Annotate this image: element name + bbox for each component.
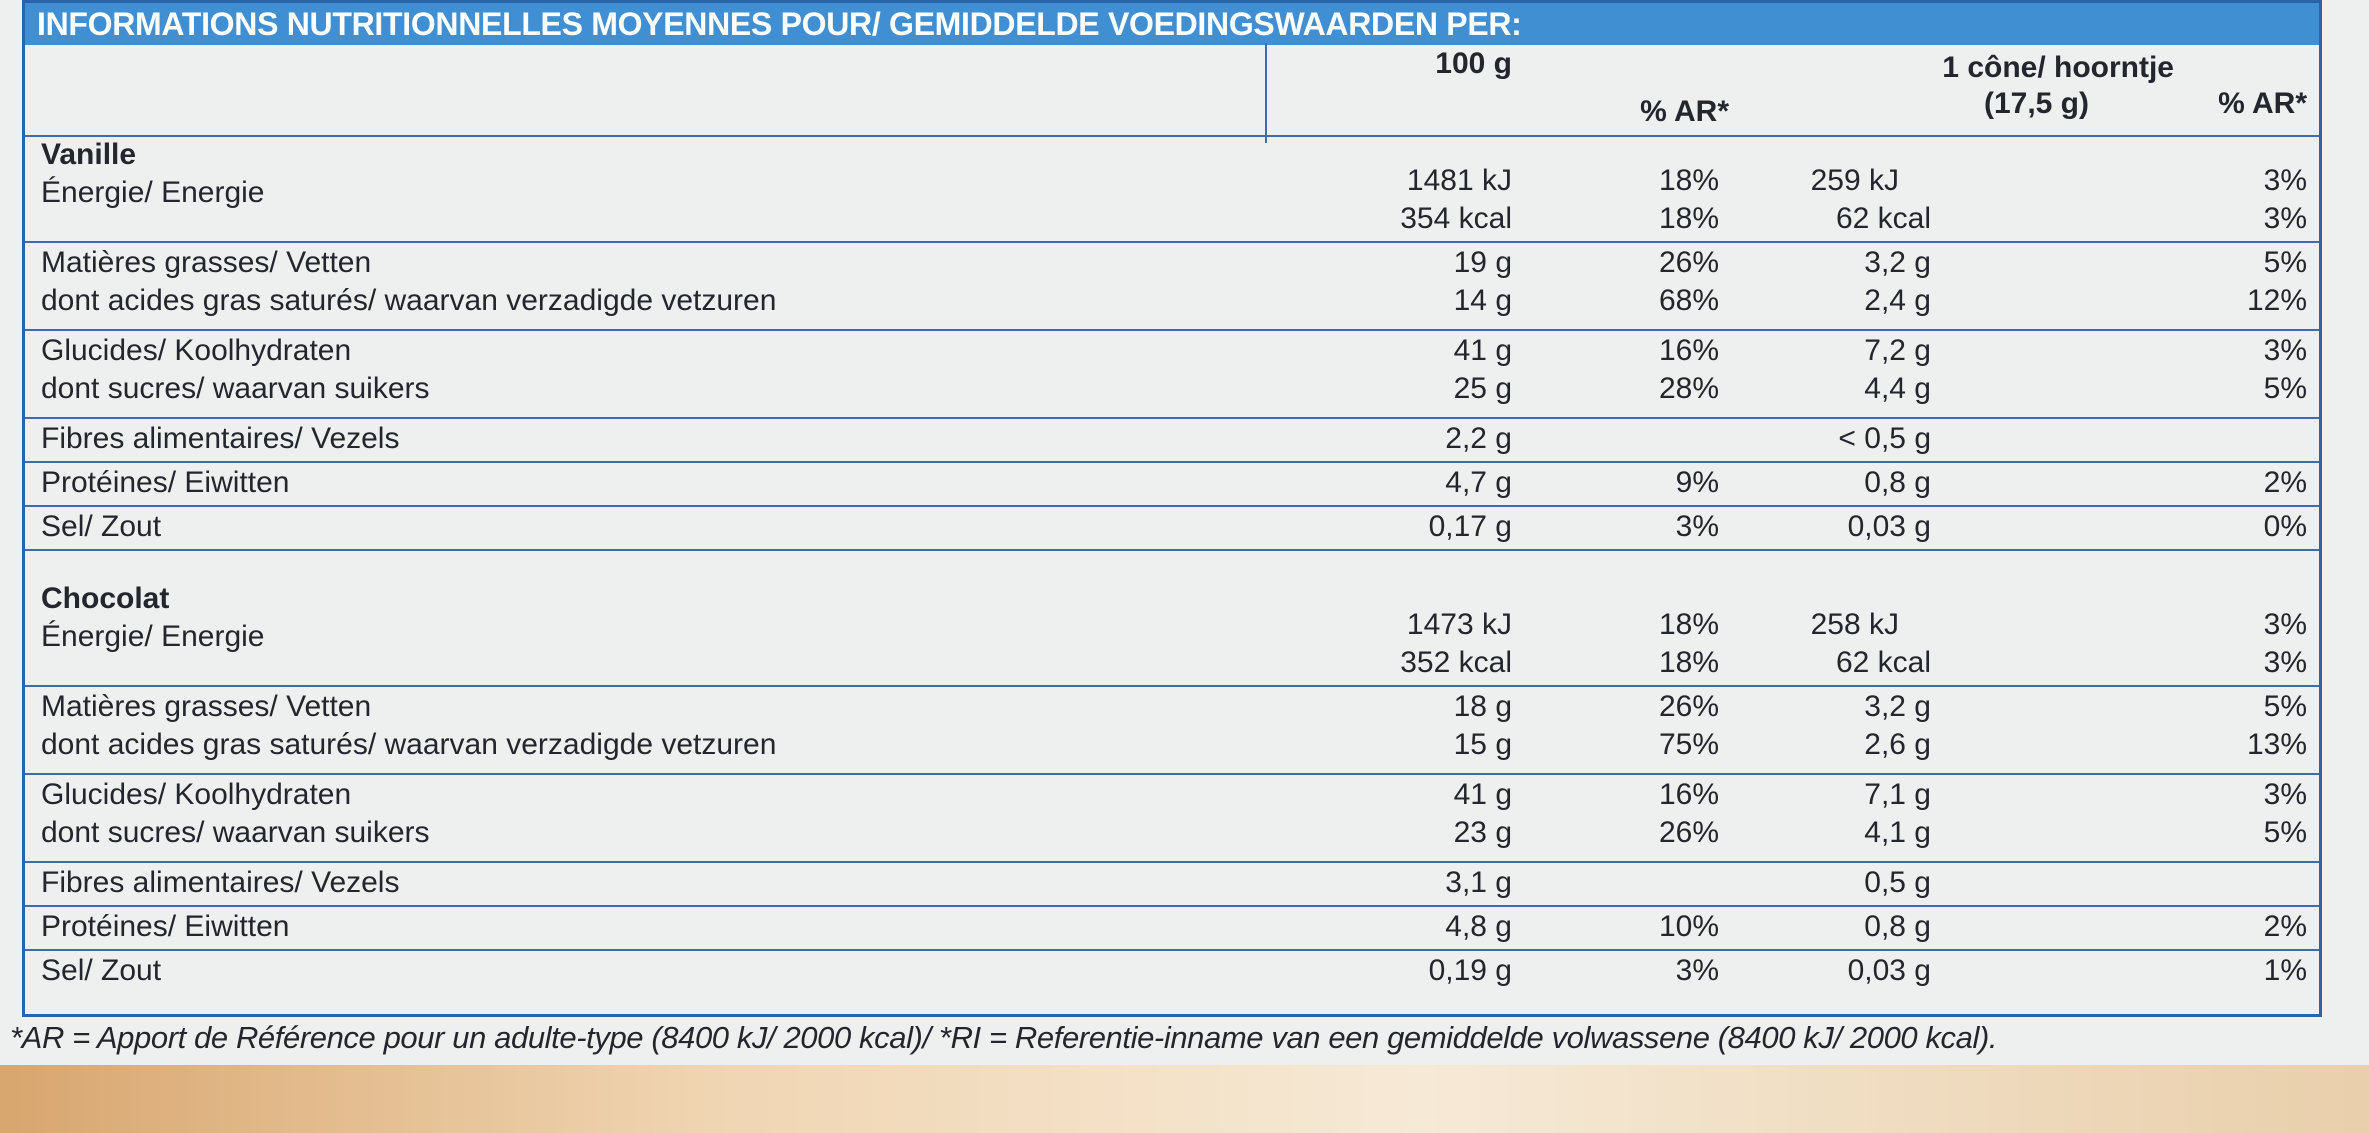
energy-label: Énergie/ Energie (41, 176, 265, 209)
row-divider (25, 773, 2319, 775)
value-100g: 0,19 g (1428, 954, 1512, 987)
nutrient-label: Sel/ Zout (41, 954, 162, 987)
nutrient-label: Protéines/ Eiwitten (41, 910, 290, 943)
ar-cone: 2% (2263, 466, 2307, 499)
nutrient-label: dont sucres/ waarvan suikers (41, 372, 430, 405)
col-header-cone: 1 cône/ hoorntje (1942, 51, 2174, 84)
value-100g: 15 g (1453, 728, 1512, 761)
row-divider (25, 549, 2319, 551)
ar-100g: 10% (1658, 910, 1719, 943)
ar-100g: 16% (1658, 778, 1719, 811)
ar-100g: 28% (1658, 372, 1719, 405)
nutrient-label: Glucides/ Koolhydraten (41, 334, 352, 367)
ar-100g: 26% (1658, 816, 1719, 849)
energy-kcal-100g: 354 kcal (1400, 202, 1512, 235)
energy-kcal-cone: 62 kcal (1835, 646, 1931, 679)
value-cone: < 0,5 g (1838, 422, 1931, 455)
value-cone: 4,1 g (1864, 816, 1931, 849)
row-divider (25, 861, 2319, 863)
energy-kj-cone: 258 kJ (1810, 608, 1899, 641)
value-100g: 14 g (1453, 284, 1512, 317)
row-divider (25, 417, 2319, 419)
energy-kj-cone: 259 kJ (1810, 164, 1899, 197)
header-divider (1265, 43, 1267, 143)
footnote: *AR = Apport de Référence pour un adulte-type (8400 kJ/ 2000 kcal)/ *RI = Referentie-inname van een gemiddelde volwassene (8400 kJ/ 2000 kcal). (10, 1020, 1998, 1055)
nutrient-label: Matières grasses/ Vetten (41, 690, 372, 723)
energy-kj-ar-100g: 18% (1658, 164, 1719, 197)
value-100g: 41 g (1453, 334, 1512, 367)
value-cone: 0,8 g (1864, 466, 1931, 499)
ar-100g: 26% (1658, 690, 1719, 723)
value-cone: 0,03 g (1847, 954, 1931, 987)
value-100g: 18 g (1453, 690, 1512, 723)
value-100g: 0,17 g (1428, 510, 1512, 543)
ar-cone: 1% (2263, 954, 2307, 987)
ar-cone: 5% (2263, 246, 2307, 279)
nutrient-label: dont sucres/ waarvan suikers (41, 816, 430, 849)
nutrient-label: Glucides/ Koolhydraten (41, 778, 352, 811)
row-divider (25, 329, 2319, 331)
table-banner: INFORMATIONS NUTRITIONNELLES MOYENNES POUR/ GEMIDDELDE VOEDINGSWAARDEN PER: (25, 3, 2319, 45)
value-100g: 4,8 g (1445, 910, 1512, 943)
energy-kj-100g: 1473 kJ (1406, 608, 1512, 641)
row-divider (25, 461, 2319, 463)
row-divider (25, 135, 2319, 137)
energy-kcal-100g: 352 kcal (1400, 646, 1512, 679)
ar-100g: 75% (1658, 728, 1719, 761)
ar-cone: 3% (2263, 778, 2307, 811)
nutrient-label: dont acides gras saturés/ waarvan verzadigde vetzuren (41, 284, 777, 317)
row-divider (25, 505, 2319, 507)
energy-kcal-ar-cone: 3% (2263, 646, 2307, 679)
energy-kj-ar-cone: 3% (2263, 608, 2307, 641)
ar-cone: 5% (2263, 372, 2307, 405)
value-cone: 2,6 g (1864, 728, 1931, 761)
nutrient-label: Protéines/ Eiwitten (41, 466, 290, 499)
value-100g: 19 g (1453, 246, 1512, 279)
energy-kj-ar-100g: 18% (1658, 608, 1719, 641)
value-100g: 41 g (1453, 778, 1512, 811)
category-name: Chocolat (41, 582, 170, 615)
energy-kcal-ar-100g: 18% (1658, 202, 1719, 235)
ar-100g: 3% (1675, 954, 1719, 987)
row-divider (25, 949, 2319, 951)
nutrient-label: Fibres alimentaires/ Vezels (41, 422, 400, 455)
col-header-cone-weight: (17,5 g) (1983, 87, 2089, 120)
ar-cone: 5% (2263, 690, 2307, 723)
ar-cone: 0% (2263, 510, 2307, 543)
value-cone: 3,2 g (1864, 690, 1931, 723)
value-cone: 3,2 g (1864, 246, 1931, 279)
value-100g: 23 g (1453, 816, 1512, 849)
energy-kj-100g: 1481 kJ (1406, 164, 1512, 197)
ar-100g: 68% (1658, 284, 1719, 317)
ar-100g: 9% (1675, 466, 1719, 499)
ar-100g: 3% (1675, 510, 1719, 543)
ar-100g: 26% (1658, 246, 1719, 279)
ar-cone: 13% (2246, 728, 2307, 761)
value-cone: 7,1 g (1864, 778, 1931, 811)
row-divider (25, 905, 2319, 907)
ar-cone: 12% (2246, 284, 2307, 317)
value-cone: 7,2 g (1864, 334, 1931, 367)
ar-cone: 2% (2263, 910, 2307, 943)
ar-cone: 5% (2263, 816, 2307, 849)
row-divider (25, 685, 2319, 687)
nutrient-label: dont acides gras saturés/ waarvan verzadigde vetzuren (41, 728, 777, 761)
category-name: Vanille (41, 138, 137, 171)
value-100g: 2,2 g (1445, 422, 1512, 455)
energy-kcal-cone: 62 kcal (1835, 202, 1931, 235)
ar-100g: 16% (1658, 334, 1719, 367)
col-header-ar-cone: % AR* (2218, 87, 2307, 120)
value-cone: 0,8 g (1864, 910, 1931, 943)
energy-kcal-ar-100g: 18% (1658, 646, 1719, 679)
nutrient-label: Sel/ Zout (41, 510, 162, 543)
value-cone: 0,5 g (1864, 866, 1931, 899)
nutrient-label: Fibres alimentaires/ Vezels (41, 866, 400, 899)
value-cone: 0,03 g (1847, 510, 1931, 543)
value-100g: 4,7 g (1445, 466, 1512, 499)
nutrient-label: Matières grasses/ Vetten (41, 246, 372, 279)
value-100g: 25 g (1453, 372, 1512, 405)
col-header-ar-100g: % AR* (1640, 95, 1729, 128)
value-100g: 3,1 g (1445, 866, 1512, 899)
ar-cone: 3% (2263, 334, 2307, 367)
value-cone: 2,4 g (1864, 284, 1931, 317)
packaging-edge (0, 1065, 2369, 1133)
col-header-100g: 100 g (1435, 47, 1512, 80)
row-divider (25, 241, 2319, 243)
value-cone: 4,4 g (1864, 372, 1931, 405)
nutrition-table (22, 0, 2322, 1017)
energy-kj-ar-cone: 3% (2263, 164, 2307, 197)
energy-kcal-ar-cone: 3% (2263, 202, 2307, 235)
energy-label: Énergie/ Energie (41, 620, 265, 653)
